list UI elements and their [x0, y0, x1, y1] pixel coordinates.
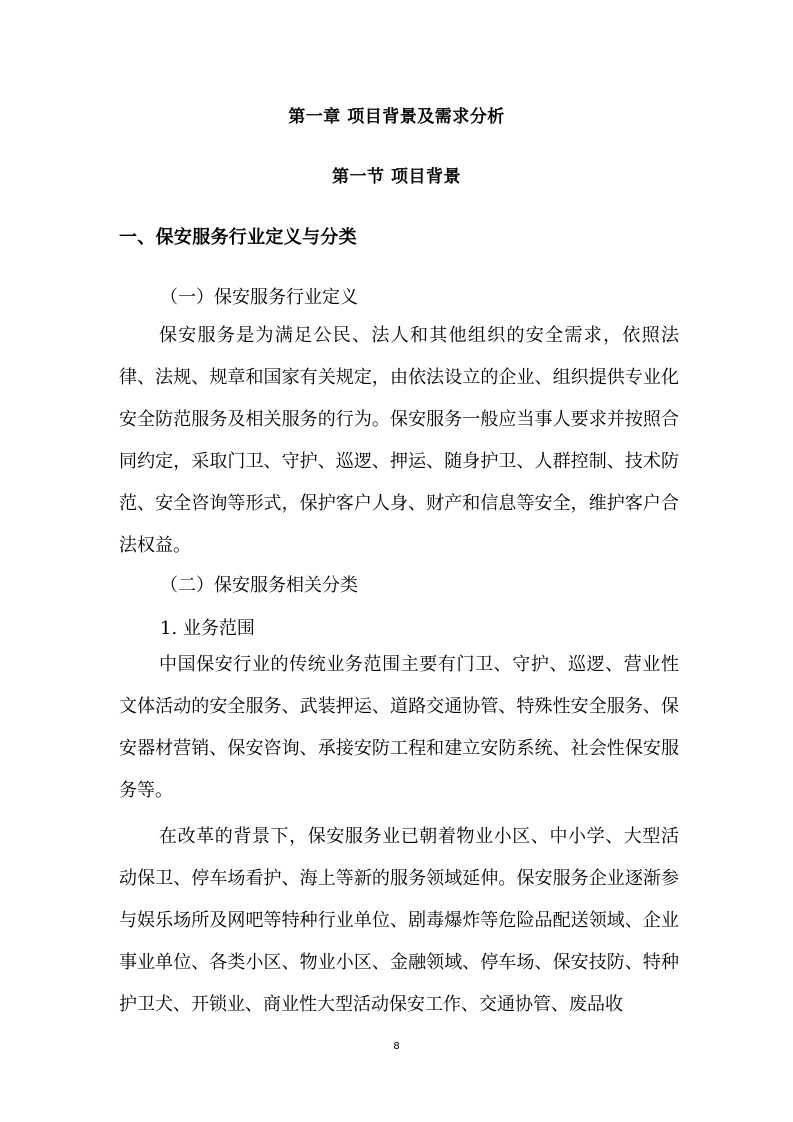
chapter-title: 第一章 项目背景及需求分析: [288, 107, 505, 127]
section-title: 第一节 项目背景: [332, 167, 461, 187]
page-number: 8: [393, 1041, 400, 1052]
paragraph-reform: 在改革的背景下，保安服务业已朝着物业小区、中小学、大型活动保卫、停车场看护、海上等新的服务领域延伸。保安服务企业逐渐参与娱乐场所及网吧等特种行业单位、剧毒爆炸等危险品配送领域、企业事业单位、各类小区、物业小区、金融领域、停车场、保安技防、特种护卫犬、开锁业、商业性大型活动保安工作、交通协管、废品收: [119, 826, 679, 1015]
paragraph-business-scope: 中国保安行业的传统业务范围主要有门卫、守护、巡逻、营业性文体活动的安全服务、武装押运、道路交通协管、特殊性安全服务、保安器材营销、保安咨询、承接安防工程和建立安防系统、社会性保安服务等。: [119, 654, 679, 801]
subheading-classification: （二）保安服务相关分类: [160, 575, 358, 596]
paragraph-definition: 保安服务是为满足公民、法人和其他组织的安全需求，依照法律、法规、规章和国家有关规定，由依法设立的企业、组织提供专业化安全防范服务及相关服务的行为。保安服务一般应当事人要求并按照合同约定，采取门卫、守护、巡逻、押运、随身护卫、人群控制、技术防范、安全咨询等形式，保护客户人身、财产和信息等安全，维护客户合法权益。: [119, 325, 679, 556]
subheading-business-scope: 1. 业务范围: [160, 618, 255, 639]
heading-level-1: 一、保安服务行业定义与分类: [119, 227, 357, 248]
subheading-definition: （一）保安服务行业定义: [160, 287, 358, 308]
